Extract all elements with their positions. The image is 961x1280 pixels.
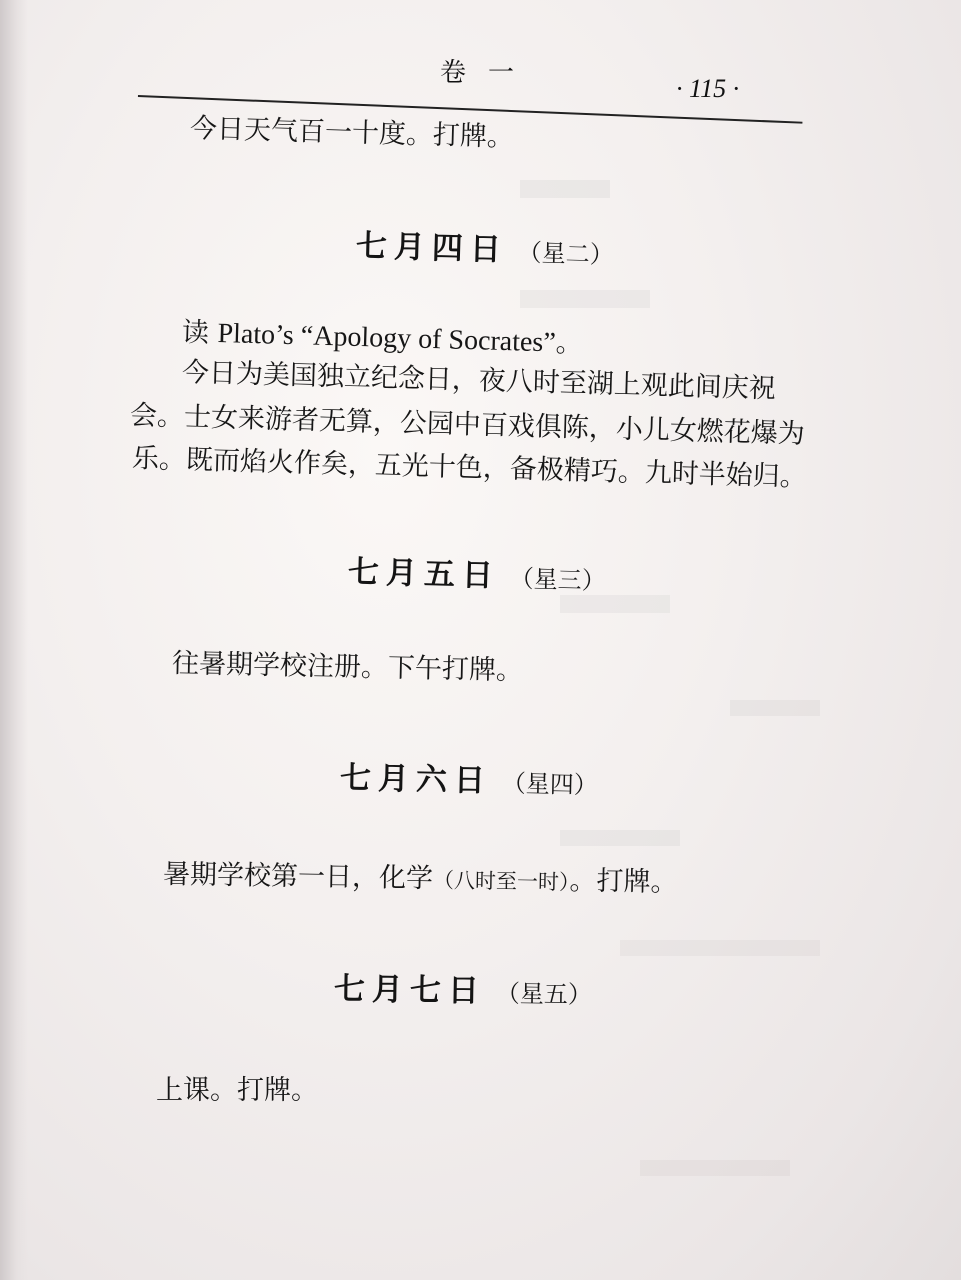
entry-date: 七月五日	[347, 554, 501, 595]
jul7-line: 上课。打牌。	[156, 1075, 318, 1106]
jul6-line	[163, 856, 678, 903]
entry-heading-jul4	[355, 220, 614, 272]
entry-heading-jul6	[340, 752, 599, 802]
bleed-through-mark	[520, 180, 610, 198]
bleed-through-mark	[520, 290, 650, 308]
reading-prefix: 读	[181, 317, 219, 349]
bleed-through-mark	[560, 830, 680, 846]
page-number: · 115 ·	[676, 74, 740, 103]
reading-suffix: 。	[555, 327, 584, 360]
jul4-paragraph-line-3: 乐。既而焰火作矣，五光十色，备极精巧。九时半始归。	[131, 443, 808, 493]
reading-title: Plato’s “Apology of Socrates”	[217, 318, 557, 359]
jul4-paragraph-line-1: 今日为美国独立纪念日，夜八时至湖上观此间庆祝	[181, 357, 777, 405]
entry-date: 七月六日	[339, 760, 493, 800]
entry-weekday: （星五）	[495, 979, 593, 1010]
bleed-through-mark	[560, 595, 670, 613]
bleed-through-mark	[640, 1160, 790, 1176]
bleed-through-mark	[730, 700, 820, 716]
jul5-line: 往暑期学校注册。下午打牌。	[171, 648, 524, 687]
bleed-through-mark	[620, 940, 820, 956]
entry-weekday: （星二）	[517, 238, 615, 270]
entry-weekday: （星三）	[509, 564, 607, 596]
jul6-text: 暑期学校第一日，化学	[162, 859, 434, 895]
entry-date: 七月七日	[333, 971, 487, 1010]
running-head: 卷一	[440, 58, 537, 88]
jul6-time-note: （八时至一时）	[432, 868, 570, 895]
jul6-text-end: 。打牌。	[569, 865, 678, 899]
jul4-paragraph-line-2: 会。士女来游者无算，公园中百戏俱陈，小儿女燃花爆为	[129, 400, 806, 450]
entry-date: 七月四日	[355, 228, 509, 269]
entry-heading-jul7	[334, 963, 593, 1012]
intro-line: 今日天气百一十度。打牌。	[189, 113, 515, 154]
entry-weekday: （星四）	[501, 769, 599, 800]
spine-shadow	[0, 0, 28, 1280]
entry-heading-jul5	[347, 546, 606, 598]
